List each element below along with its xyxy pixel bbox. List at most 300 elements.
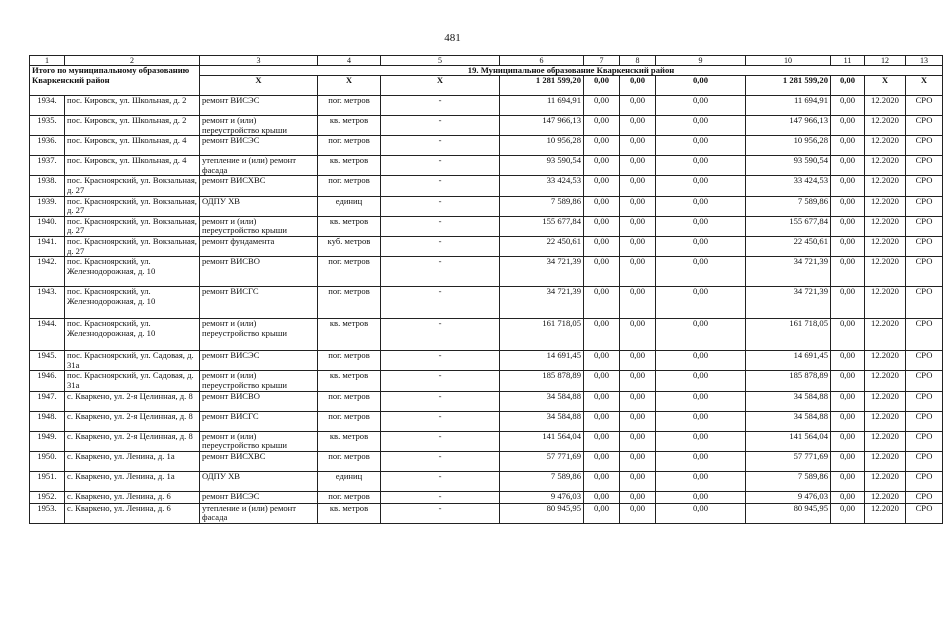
completion-date: 12.2020 (865, 196, 906, 216)
table-row (30, 176, 943, 196)
col-5-value: - (381, 216, 500, 236)
col-8-value: 0,00 (620, 391, 656, 411)
table-row (30, 116, 943, 136)
completion-date: 12.2020 (865, 156, 906, 176)
total-c13: X (906, 76, 943, 96)
unit: пог. метров (318, 176, 381, 196)
unit: кв. метров (318, 503, 381, 523)
work-type: ремонт ВИСВО (200, 257, 318, 287)
column-number: 5 (381, 56, 500, 66)
total-c12: X (865, 76, 906, 96)
col-9-value: 0,00 (656, 431, 746, 451)
col-5-value: - (381, 176, 500, 196)
financing-source: СРО (906, 136, 943, 156)
row-number: 1942. (30, 257, 65, 287)
row-number: 1941. (30, 236, 65, 256)
col-9-value: 0,00 (656, 156, 746, 176)
work-type: ОДПУ ХВ (200, 196, 318, 216)
total-cost: 10 956,28 (500, 136, 584, 156)
col-9-value: 0,00 (656, 287, 746, 319)
completion-date: 12.2020 (865, 391, 906, 411)
col-9-value: 0,00 (656, 257, 746, 287)
col-8-value: 0,00 (620, 116, 656, 136)
column-number: 2 (65, 56, 200, 66)
row-number: 1953. (30, 503, 65, 523)
unit: единиц (318, 196, 381, 216)
col-10-cost: 22 450,61 (746, 236, 831, 256)
table-row (30, 411, 943, 431)
col-11-value: 0,00 (831, 116, 865, 136)
completion-date: 12.2020 (865, 351, 906, 371)
unit: пог. метров (318, 136, 381, 156)
financing-source: СРО (906, 319, 943, 351)
completion-date: 12.2020 (865, 471, 906, 491)
column-number: 7 (584, 56, 620, 66)
col-10-cost: 34 584,88 (746, 391, 831, 411)
col-5-value: - (381, 391, 500, 411)
col-7-value: 0,00 (584, 287, 620, 319)
completion-date: 12.2020 (865, 287, 906, 319)
financing-source: СРО (906, 411, 943, 431)
total-cost: 147 966,13 (500, 116, 584, 136)
col-10-cost: 11 694,91 (746, 96, 831, 116)
total-cost: 34 721,39 (500, 257, 584, 287)
total-c7: 0,00 (584, 76, 620, 96)
unit: единиц (318, 471, 381, 491)
col-11-value: 0,00 (831, 196, 865, 216)
unit: кв. метров (318, 371, 381, 391)
address: с. Кваркено, ул. Ленина, д. 6 (65, 491, 200, 503)
page-number: 481 (444, 32, 461, 44)
address: пос. Кировск, ул. Школьная, д. 2 (65, 96, 200, 116)
col-8-value: 0,00 (620, 287, 656, 319)
table-row (30, 156, 943, 176)
completion-date: 12.2020 (865, 216, 906, 236)
table-row (30, 287, 943, 319)
row-number: 1952. (30, 491, 65, 503)
address: пос. Кировск, ул. Школьная, д. 2 (65, 116, 200, 136)
table-row (30, 391, 943, 411)
col-9-value: 0,00 (656, 451, 746, 471)
col-10-cost: 9 476,03 (746, 491, 831, 503)
address: пос. Кировск, ул. Школьная, д. 4 (65, 156, 200, 176)
row-number: 1943. (30, 287, 65, 319)
total-cost: 185 878,89 (500, 371, 584, 391)
col-5-value: - (381, 471, 500, 491)
address: пос. Красноярский, ул. Вокзальная, д. 27 (65, 196, 200, 216)
address: пос. Красноярский, ул. Садовая, д. 31а (65, 351, 200, 371)
completion-date: 12.2020 (865, 136, 906, 156)
col-5-value: - (381, 503, 500, 523)
col-8-value: 0,00 (620, 451, 656, 471)
col-10-cost: 141 564,04 (746, 431, 831, 451)
work-type: ремонт ВИСЭС (200, 491, 318, 503)
col-8-value: 0,00 (620, 411, 656, 431)
total-c5: X (381, 76, 500, 96)
col-5-value: - (381, 431, 500, 451)
financing-source: СРО (906, 287, 943, 319)
col-7-value: 0,00 (584, 411, 620, 431)
address: с. Кваркено, ул. 2-я Целинная, д. 8 (65, 391, 200, 411)
address: пос. Красноярский, ул. Железнодорожная, д. 10 (65, 257, 200, 287)
col-10-cost: 147 966,13 (746, 116, 831, 136)
total-cost: 155 677,84 (500, 216, 584, 236)
total-cost: 93 590,54 (500, 156, 584, 176)
row-number: 1950. (30, 451, 65, 471)
col-9-value: 0,00 (656, 491, 746, 503)
work-type: утепление и (или) ремонт фасада (200, 503, 318, 523)
total-cost: 9 476,03 (500, 491, 584, 503)
address: с. Кваркено, ул. 2-я Целинная, д. 8 (65, 431, 200, 451)
total-cost: 7 589,86 (500, 196, 584, 216)
row-number: 1944. (30, 319, 65, 351)
row-number: 1939. (30, 196, 65, 216)
completion-date: 12.2020 (865, 116, 906, 136)
work-type: ремонт ВИСГС (200, 287, 318, 319)
total-label: Итого по муниципальному образованию Кваркенский район (30, 66, 200, 96)
col-11-value: 0,00 (831, 216, 865, 236)
col-9-value: 0,00 (656, 471, 746, 491)
unit: кв. метров (318, 216, 381, 236)
col-7-value: 0,00 (584, 216, 620, 236)
total-cost: 22 450,61 (500, 236, 584, 256)
work-type: ремонт ВИСГС (200, 411, 318, 431)
address: пос. Красноярский, ул. Железнодорожная, д. 10 (65, 319, 200, 351)
work-type: ремонт и (или) переустройство крыши (200, 431, 318, 451)
col-11-value: 0,00 (831, 96, 865, 116)
col-9-value: 0,00 (656, 411, 746, 431)
total-cost: 34 721,39 (500, 287, 584, 319)
table-row (30, 491, 943, 503)
col-10-cost: 10 956,28 (746, 136, 831, 156)
col-8-value: 0,00 (620, 491, 656, 503)
unit: пог. метров (318, 351, 381, 371)
col-7-value: 0,00 (584, 257, 620, 287)
col-10-cost: 34 721,39 (746, 257, 831, 287)
col-8-value: 0,00 (620, 431, 656, 451)
col-10-cost: 80 945,95 (746, 503, 831, 523)
completion-date: 12.2020 (865, 491, 906, 503)
table-row (30, 471, 943, 491)
col-8-value: 0,00 (620, 371, 656, 391)
col-10-cost: 14 691,45 (746, 351, 831, 371)
table-row (30, 451, 943, 471)
completion-date: 12.2020 (865, 236, 906, 256)
col-8-value: 0,00 (620, 216, 656, 236)
col-9-value: 0,00 (656, 371, 746, 391)
col-7-value: 0,00 (584, 196, 620, 216)
col-8-value: 0,00 (620, 471, 656, 491)
table-row (30, 216, 943, 236)
table-row (30, 319, 943, 351)
total-cost: 33 424,53 (500, 176, 584, 196)
financing-source: СРО (906, 391, 943, 411)
col-7-value: 0,00 (584, 176, 620, 196)
address: пос. Красноярский, ул. Вокзальная, д. 27 (65, 216, 200, 236)
col-8-value: 0,00 (620, 156, 656, 176)
financing-source: СРО (906, 176, 943, 196)
row-number: 1936. (30, 136, 65, 156)
total-cost: 7 589,86 (500, 471, 584, 491)
address: с. Кваркено, ул. Ленина, д. 1а (65, 451, 200, 471)
total-c4: X (318, 76, 381, 96)
row-number: 1947. (30, 391, 65, 411)
completion-date: 12.2020 (865, 371, 906, 391)
col-7-value: 0,00 (584, 351, 620, 371)
col-11-value: 0,00 (831, 176, 865, 196)
work-type: ремонт ВИСХВС (200, 176, 318, 196)
col-9-value: 0,00 (656, 196, 746, 216)
financing-source: СРО (906, 216, 943, 236)
financing-source: СРО (906, 236, 943, 256)
col-7-value: 0,00 (584, 136, 620, 156)
repair-program-table (29, 55, 943, 524)
col-10-cost: 7 589,86 (746, 196, 831, 216)
row-number: 1945. (30, 351, 65, 371)
col-5-value: - (381, 196, 500, 216)
address: пос. Красноярский, ул. Вокзальная, д. 27 (65, 176, 200, 196)
col-8-value: 0,00 (620, 503, 656, 523)
total-c3: X (200, 76, 318, 96)
col-7-value: 0,00 (584, 371, 620, 391)
completion-date: 12.2020 (865, 319, 906, 351)
col-11-value: 0,00 (831, 391, 865, 411)
unit: пог. метров (318, 451, 381, 471)
unit: пог. метров (318, 491, 381, 503)
col-9-value: 0,00 (656, 351, 746, 371)
unit: пог. метров (318, 411, 381, 431)
col-10-cost: 93 590,54 (746, 156, 831, 176)
financing-source: СРО (906, 257, 943, 287)
row-number: 1949. (30, 431, 65, 451)
col-11-value: 0,00 (831, 236, 865, 256)
col-7-value: 0,00 (584, 319, 620, 351)
col-11-value: 0,00 (831, 471, 865, 491)
work-type: ремонт и (или) переустройство крыши (200, 216, 318, 236)
work-type: утепление и (или) ремонт фасада (200, 156, 318, 176)
table-row (30, 96, 943, 116)
address: пос. Красноярский, ул. Вокзальная, д. 27 (65, 236, 200, 256)
col-9-value: 0,00 (656, 391, 746, 411)
col-9-value: 0,00 (656, 216, 746, 236)
work-type: ремонт фундамента (200, 236, 318, 256)
total-cost: 161 718,05 (500, 319, 584, 351)
col-11-value: 0,00 (831, 156, 865, 176)
col-10-cost: 155 677,84 (746, 216, 831, 236)
col-5-value: - (381, 156, 500, 176)
total-c9: 0,00 (656, 76, 746, 96)
unit: пог. метров (318, 96, 381, 116)
col-11-value: 0,00 (831, 503, 865, 523)
col-7-value: 0,00 (584, 116, 620, 136)
col-8-value: 0,00 (620, 257, 656, 287)
work-type: ремонт ВИСВО (200, 391, 318, 411)
financing-source: СРО (906, 471, 943, 491)
col-7-value: 0,00 (584, 451, 620, 471)
work-type: ремонт и (или) переустройство крыши (200, 371, 318, 391)
col-5-value: - (381, 257, 500, 287)
col-11-value: 0,00 (831, 257, 865, 287)
address: пос. Красноярский, ул. Железнодорожная, д. 10 (65, 287, 200, 319)
col-10-cost: 57 771,69 (746, 451, 831, 471)
col-8-value: 0,00 (620, 96, 656, 116)
col-7-value: 0,00 (584, 431, 620, 451)
work-type: ремонт ВИСЭС (200, 351, 318, 371)
column-number: 11 (831, 56, 865, 66)
work-type: ОДПУ ХВ (200, 471, 318, 491)
col-8-value: 0,00 (620, 319, 656, 351)
section-title: 19. Муниципальное образование Кваркенский район (200, 66, 943, 76)
table-row (30, 351, 943, 371)
col-11-value: 0,00 (831, 411, 865, 431)
completion-date: 12.2020 (865, 503, 906, 523)
unit: кв. метров (318, 156, 381, 176)
financing-source: СРО (906, 431, 943, 451)
col-7-value: 0,00 (584, 236, 620, 256)
total-cost: 141 564,04 (500, 431, 584, 451)
total-c8: 0,00 (620, 76, 656, 96)
financing-source: СРО (906, 156, 943, 176)
work-type: ремонт и (или) переустройство крыши (200, 319, 318, 351)
col-10-cost: 161 718,05 (746, 319, 831, 351)
col-9-value: 0,00 (656, 116, 746, 136)
col-11-value: 0,00 (831, 491, 865, 503)
row-number: 1937. (30, 156, 65, 176)
col-7-value: 0,00 (584, 96, 620, 116)
col-11-value: 0,00 (831, 136, 865, 156)
col-5-value: - (381, 236, 500, 256)
total-c6: 1 281 599,20 (500, 76, 584, 96)
completion-date: 12.2020 (865, 176, 906, 196)
work-type: ремонт и (или) переустройство крыши (200, 116, 318, 136)
financing-source: СРО (906, 491, 943, 503)
total-cost: 80 945,95 (500, 503, 584, 523)
row-number: 1951. (30, 471, 65, 491)
address: с. Кваркено, ул. 2-я Целинная, д. 8 (65, 411, 200, 431)
completion-date: 12.2020 (865, 96, 906, 116)
completion-date: 12.2020 (865, 431, 906, 451)
table-row (30, 431, 943, 451)
address: пос. Кировск, ул. Школьная, д. 4 (65, 136, 200, 156)
row-number: 1935. (30, 116, 65, 136)
financing-source: СРО (906, 351, 943, 371)
col-9-value: 0,00 (656, 176, 746, 196)
col-7-value: 0,00 (584, 156, 620, 176)
row-number: 1948. (30, 411, 65, 431)
col-9-value: 0,00 (656, 136, 746, 156)
col-11-value: 0,00 (831, 351, 865, 371)
col-10-cost: 34 584,88 (746, 411, 831, 431)
table-row (30, 371, 943, 391)
row-number: 1934. (30, 96, 65, 116)
col-8-value: 0,00 (620, 176, 656, 196)
unit: пог. метров (318, 391, 381, 411)
col-7-value: 0,00 (584, 391, 620, 411)
table-row (30, 196, 943, 216)
financing-source: СРО (906, 371, 943, 391)
table-row (30, 236, 943, 256)
column-number: 10 (746, 56, 831, 66)
col-5-value: - (381, 116, 500, 136)
address: с. Кваркено, ул. Ленина, д. 6 (65, 503, 200, 523)
unit: кв. метров (318, 116, 381, 136)
total-cost: 11 694,91 (500, 96, 584, 116)
col-5-value: - (381, 491, 500, 503)
column-number: 6 (500, 56, 584, 66)
column-number: 9 (656, 56, 746, 66)
col-9-value: 0,00 (656, 503, 746, 523)
col-5-value: - (381, 319, 500, 351)
col-8-value: 0,00 (620, 236, 656, 256)
row-number: 1940. (30, 216, 65, 236)
col-10-cost: 33 424,53 (746, 176, 831, 196)
column-number: 1 (30, 56, 65, 66)
table-row (30, 136, 943, 156)
unit: кв. метров (318, 431, 381, 451)
col-5-value: - (381, 136, 500, 156)
completion-date: 12.2020 (865, 257, 906, 287)
work-type: ремонт ВИСЭС (200, 96, 318, 116)
col-5-value: - (381, 351, 500, 371)
col-5-value: - (381, 287, 500, 319)
col-8-value: 0,00 (620, 351, 656, 371)
total-c10: 1 281 599,20 (746, 76, 831, 96)
col-8-value: 0,00 (620, 196, 656, 216)
total-cost: 14 691,45 (500, 351, 584, 371)
col-8-value: 0,00 (620, 136, 656, 156)
unit: пог. метров (318, 257, 381, 287)
column-number: 13 (906, 56, 943, 66)
section-total-row (30, 66, 943, 76)
column-number: 8 (620, 56, 656, 66)
total-c11: 0,00 (831, 76, 865, 96)
col-11-value: 0,00 (831, 319, 865, 351)
table-row (30, 503, 943, 523)
row-number: 1938. (30, 176, 65, 196)
col-9-value: 0,00 (656, 236, 746, 256)
col-7-value: 0,00 (584, 503, 620, 523)
col-7-value: 0,00 (584, 471, 620, 491)
financing-source: СРО (906, 116, 943, 136)
completion-date: 12.2020 (865, 451, 906, 471)
col-5-value: - (381, 451, 500, 471)
financing-source: СРО (906, 503, 943, 523)
col-10-cost: 34 721,39 (746, 287, 831, 319)
unit: куб. метров (318, 236, 381, 256)
column-number: 12 (865, 56, 906, 66)
financing-source: СРО (906, 196, 943, 216)
unit: пог. метров (318, 287, 381, 319)
unit: кв. метров (318, 319, 381, 351)
col-11-value: 0,00 (831, 287, 865, 319)
work-type: ремонт ВИСХВС (200, 451, 318, 471)
financing-source: СРО (906, 96, 943, 116)
completion-date: 12.2020 (865, 411, 906, 431)
table-row (30, 257, 943, 287)
col-10-cost: 7 589,86 (746, 471, 831, 491)
column-number: 4 (318, 56, 381, 66)
total-cost: 57 771,69 (500, 451, 584, 471)
col-10-cost: 185 878,89 (746, 371, 831, 391)
address: с. Кваркено, ул. Ленина, д. 1а (65, 471, 200, 491)
financing-source: СРО (906, 451, 943, 471)
col-11-value: 0,00 (831, 431, 865, 451)
col-5-value: - (381, 96, 500, 116)
total-cost: 34 584,88 (500, 391, 584, 411)
col-9-value: 0,00 (656, 96, 746, 116)
column-numbers-row (30, 56, 943, 66)
column-number: 3 (200, 56, 318, 66)
